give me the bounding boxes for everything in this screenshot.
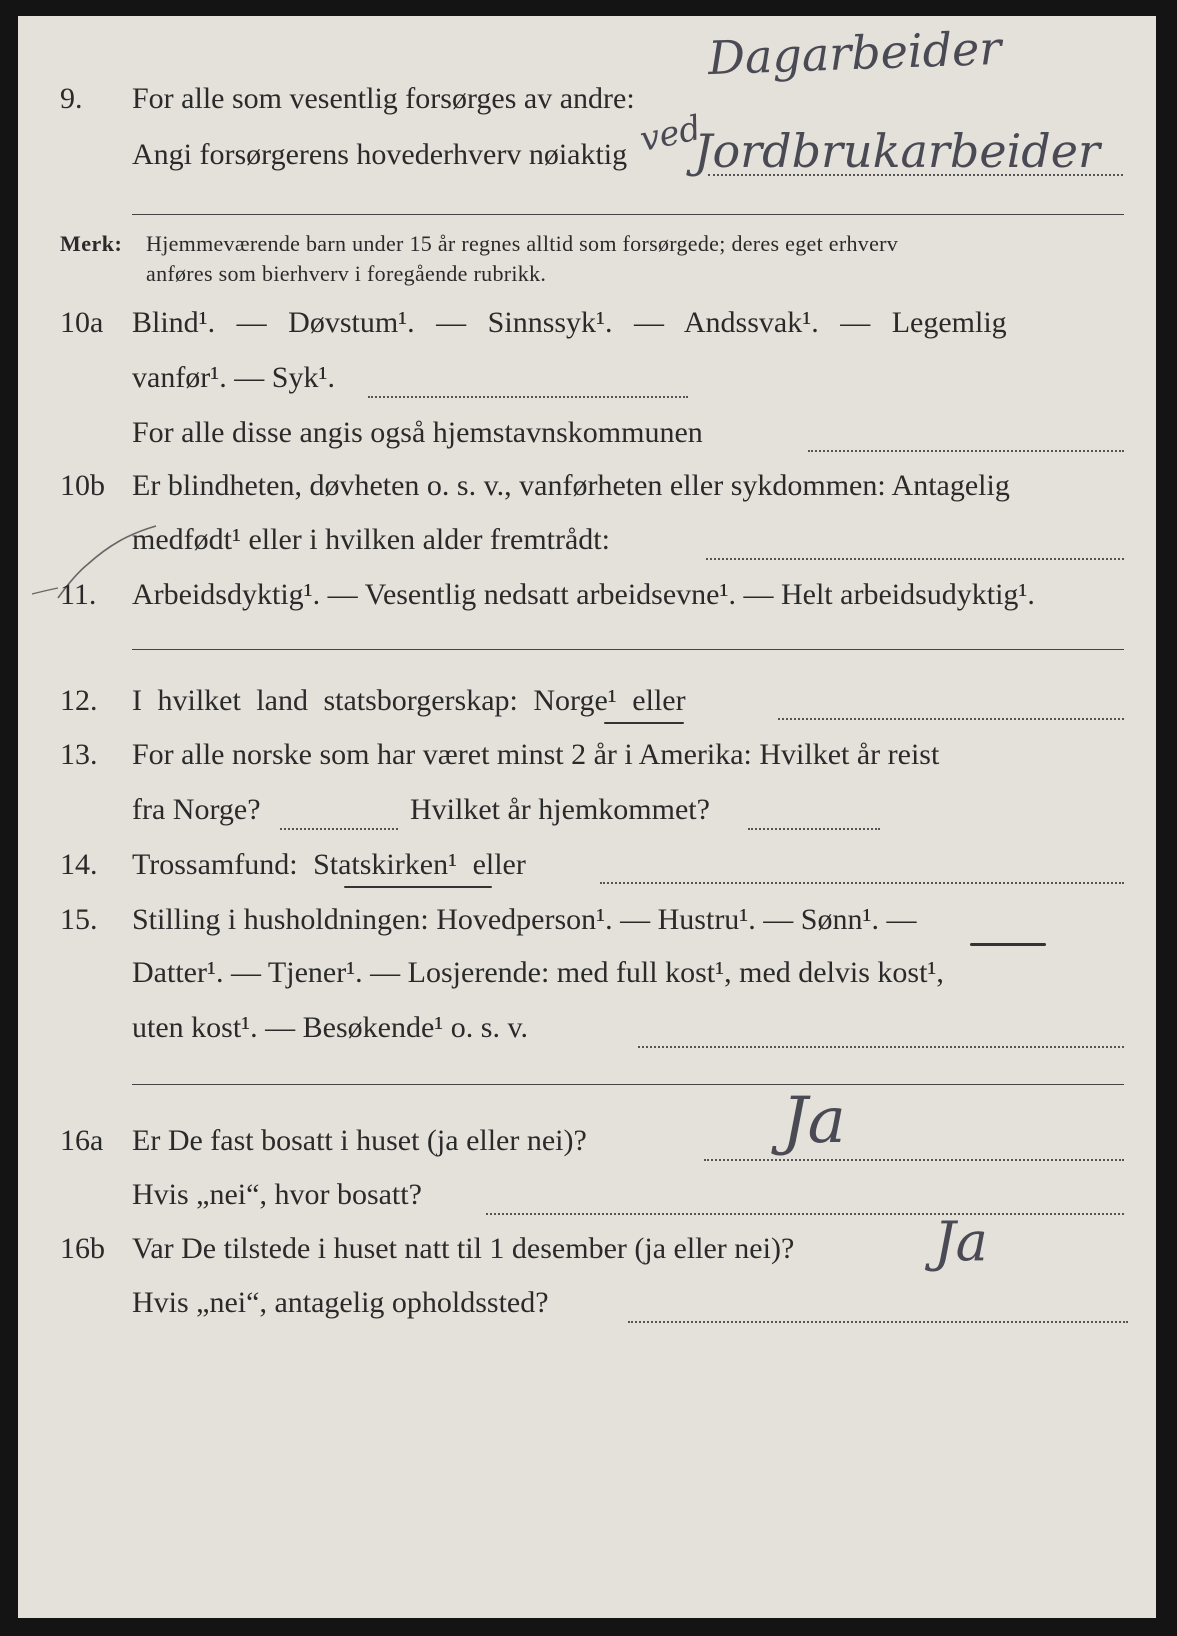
- item-number-10b: 10b: [60, 469, 105, 502]
- item-number-10a: 10a: [60, 306, 104, 339]
- item-13-line-1: For alle norske som har været minst 2 år i Amerika: Hvilket år reist: [132, 738, 940, 771]
- underline-statskirken: [344, 886, 492, 888]
- item-number-16a: 16a: [60, 1124, 104, 1157]
- item-9-line-1: For alle som vesentlig forsørges av andre:: [132, 82, 635, 115]
- answer-line-16a-2: [486, 1213, 1124, 1215]
- item-10a-line-2: vanfør¹. — Syk¹.: [132, 361, 335, 394]
- item-10a-line-3: For alle disse angis også hjemstavnskommunen: [132, 416, 703, 449]
- underline-sonn: [970, 943, 1046, 946]
- answer-line-14: [600, 882, 1124, 884]
- item-number-9: 9.: [60, 82, 83, 115]
- item-15-line-1: Stilling i husholdningen: Hovedperson¹. — Hustru¹. — Sønn¹. —: [132, 903, 917, 936]
- item-15-line-2: Datter¹. — Tjener¹. — Losjerende: med full kost¹, med delvis kost¹,: [132, 956, 944, 989]
- answer-line-10a-1: [368, 396, 688, 398]
- item-13-line-2a: fra Norge?: [132, 793, 261, 826]
- item-11-line-1: Arbeidsdyktig¹. — Vesentlig nedsatt arbeidsevne¹. — Helt arbeidsudyktig¹.: [132, 578, 1035, 611]
- item-number-15: 15.: [60, 903, 98, 936]
- handwritten-occupation-main: Jordbrukarbeider: [694, 124, 1100, 178]
- note-line-1: Hjemmeværende barn under 15 år regnes alltid som forsørgede; deres eget erhverv: [146, 231, 899, 256]
- answer-rule-9: [132, 214, 1124, 215]
- item-14-line-1: Trossamfund: Statskirken¹ eller: [132, 848, 526, 881]
- item-16a-line-1: Er De fast bosatt i huset (ja eller nei)?: [132, 1124, 587, 1157]
- item-number-11: 11.: [60, 578, 97, 611]
- answer-line-10a-2: [808, 450, 1124, 452]
- item-13-line-2b: Hvilket år hjemkommet?: [410, 793, 710, 826]
- item-16a-line-2: Hvis „nei“, hvor bosatt?: [132, 1178, 422, 1211]
- handwritten-occupation-top: Dagarbeider: [707, 20, 1003, 86]
- item-number-14: 14.: [60, 848, 98, 881]
- underline-norge: [604, 722, 684, 724]
- handwritten-answer-16b: Ja: [934, 1210, 988, 1273]
- item-16b-line-1: Var De tilstede i huset natt til 1 desember (ja eller nei)?: [132, 1232, 795, 1265]
- answer-line-15: [638, 1046, 1124, 1048]
- item-10b-line-2: medfødt¹ eller i hvilken alder fremtrådt:: [132, 523, 610, 556]
- item-16b-line-2: Hvis „nei“, antagelig opholdssted?: [132, 1286, 549, 1319]
- census-form-page: [18, 16, 1156, 1618]
- item-10b-line-1: Er blindheten, døvheten o. s. v., vanførheten eller sykdommen: Antagelig: [132, 469, 1010, 502]
- answer-line-10b: [706, 558, 1124, 560]
- item-9-line-2: Angi forsørgerens hovederhverv nøiaktig: [132, 138, 628, 171]
- item-10a-line-1: Blind¹. — Døvstum¹. — Sinnssyk¹. — Andssvak¹. — Legemlig: [132, 306, 1007, 339]
- answer-line-16b: [628, 1321, 1128, 1323]
- note-label: Merk:: [60, 231, 123, 256]
- item-12-line-1: I hvilket land statsborgerskap: Norge¹ eller: [132, 684, 686, 717]
- handwritten-answer-16a: Ja: [782, 1084, 846, 1158]
- answer-line-16a-1: [704, 1159, 1124, 1161]
- answer-line-9: [708, 174, 1123, 176]
- item-15-line-3: uten kost¹. — Besøkende¹ o. s. v.: [132, 1011, 529, 1044]
- note-line-2: anføres som bierhverv i foregående rubrikk.: [146, 261, 547, 286]
- answer-line-13-hjemkommet: [748, 828, 880, 830]
- item-number-12: 12.: [60, 684, 98, 717]
- answer-rule-11: [132, 649, 1124, 650]
- item-number-16b: 16b: [60, 1232, 105, 1265]
- handwritten-prefix: ved: [636, 108, 705, 160]
- answer-rule-15: [132, 1084, 1124, 1085]
- item-number-13: 13.: [60, 738, 98, 771]
- answer-line-12: [778, 718, 1124, 720]
- answer-line-13-reist: [280, 828, 398, 830]
